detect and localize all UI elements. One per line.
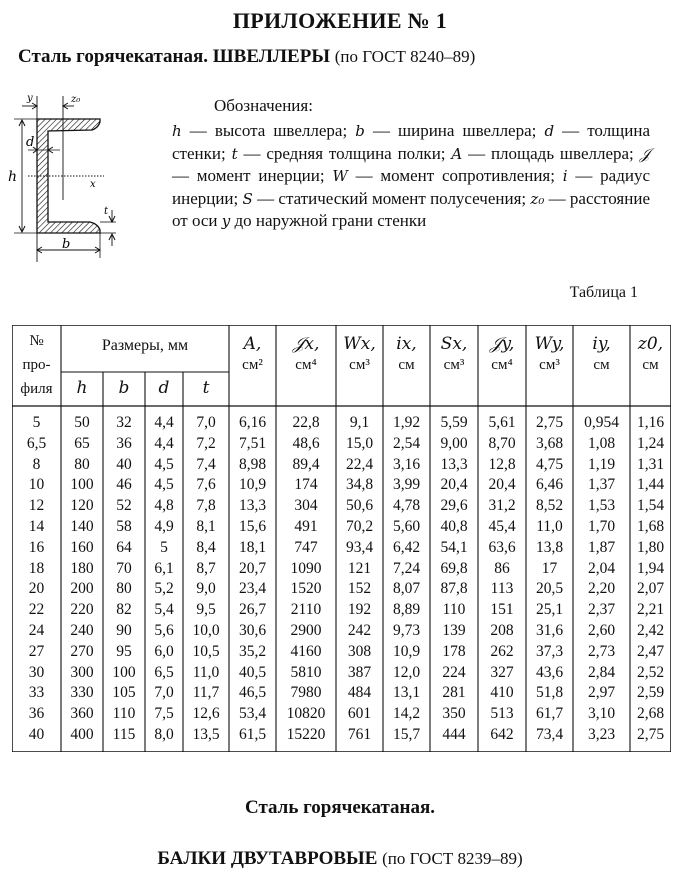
table-cell: 31,6 (535, 622, 564, 639)
table-cell: 2,37 (587, 601, 616, 619)
table-cell: 46 (116, 476, 132, 494)
table-cell: 34,8 (345, 476, 374, 494)
section-standard: (по ГОСТ 8240–89) (334, 47, 476, 66)
table-cell: 2,60 (587, 622, 616, 639)
table-cell: 6,0 (154, 642, 174, 660)
table-cell: 29,6 (440, 497, 468, 515)
header-unit: см⁴ (491, 357, 513, 373)
table-cell: 9,0 (196, 580, 216, 598)
table-cell: 32 (116, 414, 132, 431)
table-cell: 22,4 (345, 455, 374, 473)
legend-text: h — высота швеллера; b — ширина швеллера; d — толщина стенки; t — средняя толщина полки; A — площадь швеллера; 𝒥 — момент инерции; W — момент сопротивления; i — радиус инерции; S — статический момент полусечения; z₀ — расстояние от оси y до наружной грани стенки (172, 121, 651, 230)
table-cell: 51,8 (535, 684, 564, 702)
header-wx (336, 333, 383, 393)
table-cell: 93,4 (345, 538, 374, 556)
table-cell: 20,5 (535, 580, 564, 598)
table-cell: 120 (70, 497, 94, 515)
next-section-title (0, 848, 680, 870)
table-cell: 2,73 (587, 642, 616, 660)
table-cell: 6,1 (154, 559, 174, 577)
table-cell: 1520 (290, 580, 322, 598)
table-cell: 270 (70, 642, 94, 660)
table-cell: 14 (28, 518, 45, 535)
table-cell: 4,5 (154, 455, 174, 473)
table-cell: 4,9 (154, 518, 174, 535)
table-cell: 24 (28, 622, 45, 639)
table-cell: 4160 (290, 642, 322, 660)
table-cell: 281 (442, 684, 466, 702)
table-cell: 4,5 (154, 476, 174, 494)
table-cell: 43,6 (535, 663, 564, 681)
table-cell: 178 (442, 642, 466, 660)
table-cell: 113 (490, 580, 514, 598)
table-cell: 0,954 (584, 414, 619, 431)
table-cell: 2,97 (587, 684, 616, 702)
table-cell: 15,6 (238, 518, 267, 535)
table-cell: 50 (74, 414, 90, 431)
table-cell: 11,0 (192, 663, 220, 681)
table-cell: 15220 (286, 726, 326, 743)
table-cell: 69,8 (440, 559, 468, 577)
table-cell: 5,60 (392, 518, 421, 535)
table-cell: 2,84 (587, 663, 616, 681)
section-name: ШВЕЛЛЕРЫ (212, 46, 330, 67)
table-cell: 10,5 (192, 642, 220, 660)
table-cell: 4,78 (392, 497, 421, 515)
table-cell: 5810 (290, 663, 322, 681)
next-section-name: БАЛКИ ДВУТАВРОВЫЕ (157, 848, 378, 869)
table-cell: 22 (28, 601, 45, 619)
header-symbol: 𝒥y, (489, 334, 515, 354)
table-cell: 48,6 (292, 434, 320, 452)
table-cell: 61,7 (535, 705, 564, 723)
table-cell: 747 (294, 538, 318, 556)
table-cell: 1,87 (587, 538, 616, 556)
table-cell: 80 (116, 580, 132, 598)
table-cell: 1,70 (587, 518, 616, 535)
table-cell: 5,6 (154, 622, 174, 639)
table-cell: 7,0 (154, 684, 174, 702)
table-cell: 400 (70, 726, 94, 743)
table-cell: 2,07 (636, 580, 665, 598)
label-z0: z₀ (71, 94, 81, 105)
section-title (18, 46, 475, 68)
table-cell: 1,68 (636, 518, 665, 535)
table-cell: 1,94 (636, 559, 665, 577)
table-cell: 151 (490, 601, 514, 619)
table-cell: 121 (347, 559, 372, 577)
table-cell: 5,61 (488, 414, 516, 431)
table-cell: 4,4 (154, 434, 174, 452)
header-jx (276, 333, 336, 393)
table-cell: 8,52 (535, 497, 564, 515)
table-cell: 2,59 (636, 684, 665, 702)
table-cell: 64 (116, 538, 132, 556)
table-cell: 4,4 (154, 414, 174, 431)
table-cell: 27 (28, 642, 45, 660)
table-cell: 15,7 (392, 726, 421, 743)
table-cell: 8 (32, 455, 41, 473)
table-cell: 53,4 (238, 705, 267, 723)
label-d: d (26, 135, 35, 150)
table-cell: 208 (490, 622, 514, 639)
table-cell: 1,44 (636, 476, 665, 494)
table-cell: 20,4 (488, 476, 516, 494)
table-cell: 642 (490, 726, 514, 743)
header-symbol: Wx, (343, 334, 376, 354)
table-cell: 1,53 (587, 497, 616, 515)
header-unit: см³ (349, 357, 370, 373)
table-cell: 1090 (290, 559, 322, 577)
table-cell: 10,9 (392, 642, 421, 660)
table-cell: 100 (70, 476, 94, 494)
table-cell: 330 (70, 684, 94, 702)
table-cell: 1,19 (587, 455, 616, 473)
next-section-subtitle: Сталь горячекатаная. (244, 797, 436, 818)
table-cell: 1,37 (587, 476, 616, 494)
appendix-title: ПРИЛОЖЕНИЕ № 1 (232, 8, 448, 33)
label-y: y (27, 93, 33, 104)
header-symbol: Sx, (440, 334, 468, 354)
table-cell: 80 (74, 455, 90, 473)
table-cell: 10820 (286, 705, 326, 723)
table-cell: 61,5 (238, 726, 267, 743)
channel-properties-table (12, 325, 671, 752)
table-cell: 1,16 (636, 414, 665, 431)
table-cell: 89,4 (292, 455, 320, 473)
table-cell: 115 (112, 726, 136, 743)
header-ix (383, 333, 430, 393)
table-cell: 63,6 (488, 538, 516, 556)
table-cell: 2,47 (636, 642, 665, 660)
table-cell: 18,1 (238, 538, 267, 556)
table-cell: 36 (28, 705, 45, 723)
table-cell: 242 (347, 622, 372, 639)
table-cell: 7,8 (196, 497, 216, 515)
table-cell: 327 (490, 663, 514, 681)
table-cell: 4,75 (535, 455, 564, 473)
header-profile-part: про- (22, 357, 51, 373)
table-cell: 40,5 (238, 663, 267, 681)
header-sx (430, 333, 478, 393)
table-cell: 2,52 (636, 663, 665, 681)
table-cell: 10,0 (192, 622, 220, 639)
table-cell: 601 (347, 705, 372, 723)
table-cell: 110 (442, 601, 466, 619)
table-cell: 2,75 (636, 726, 665, 743)
table-cell: 20 (28, 580, 45, 598)
table-cell: 8,07 (392, 580, 421, 598)
label-t: t (104, 206, 109, 217)
table-cell: 1,80 (636, 538, 665, 556)
table-cell: 2,04 (587, 559, 616, 577)
header-dimensions-group: Размеры, мм (101, 337, 189, 354)
table-cell: 58 (116, 518, 132, 535)
table-cell: 16 (28, 538, 45, 556)
table-cell: 5,2 (154, 580, 174, 598)
table-cell: 95 (116, 642, 132, 660)
table-cell: 90 (116, 622, 132, 639)
table-cell: 1,31 (636, 455, 665, 473)
table-cell: 8,98 (238, 455, 267, 473)
table-cell: 6,5 (26, 434, 47, 452)
table-cell: 6,16 (238, 414, 267, 431)
table-cell: 14,2 (392, 705, 421, 723)
header-symbol: ix, (396, 334, 417, 354)
table-cell: 2,42 (636, 622, 665, 639)
table-cell: 7,2 (196, 434, 216, 452)
table-cell: 13,8 (535, 538, 564, 556)
table-cell: 35,2 (238, 642, 267, 660)
table-cell: 13,3 (440, 455, 468, 473)
header-profile-number (12, 329, 61, 406)
table-cell: 3,10 (587, 705, 616, 723)
table-cell: 7,0 (196, 414, 216, 431)
table-cell: 410 (490, 684, 514, 702)
header-unit: см (398, 357, 415, 373)
table-caption: Таблица 1 (569, 284, 638, 301)
table-cell: 100 (112, 663, 136, 681)
header-unit: см (593, 357, 610, 373)
header-z0 (630, 333, 671, 393)
header-symbol: 𝒥x, (292, 334, 320, 354)
header-dim-d: d (158, 378, 170, 398)
table-cell: 1,08 (587, 434, 616, 452)
table-cell: 304 (294, 497, 318, 515)
header-unit: см³ (443, 357, 465, 373)
table-cell: 1,24 (636, 434, 665, 452)
table-cell: 30 (28, 663, 45, 681)
table-cell: 160 (70, 538, 94, 556)
table-cell: 6,46 (535, 476, 564, 494)
table-cell: 110 (112, 705, 136, 723)
table-cell: 7,51 (238, 434, 267, 452)
label-h: h (8, 169, 18, 185)
table-cell: 87,8 (440, 580, 468, 598)
table-cell: 224 (442, 663, 466, 681)
table-cell: 387 (347, 663, 372, 681)
table-cell: 13,5 (192, 726, 220, 743)
table-cell: 174 (294, 476, 318, 494)
table-cell: 8,0 (154, 726, 174, 743)
table-cell: 4,8 (154, 497, 174, 515)
table-cell: 180 (70, 559, 94, 577)
table-cell: 8,7 (196, 559, 216, 577)
table-cell: 8,4 (196, 538, 216, 556)
table-cell: 5 (32, 414, 41, 431)
table-cell: 308 (347, 642, 372, 660)
header-iy (573, 333, 630, 393)
table-cell: 761 (347, 726, 372, 743)
table-cell: 3,99 (392, 476, 421, 494)
table-cell: 13,1 (392, 684, 421, 702)
table-cell: 45,4 (488, 518, 516, 535)
table-cell: 5,4 (154, 601, 174, 619)
header-jy (478, 333, 526, 393)
table-cell: 3,23 (587, 726, 616, 743)
header-dim-t: t (202, 378, 210, 398)
section-prefix: Сталь горячекатаная. (18, 46, 213, 67)
next-section-standard: (по ГОСТ 8239–89) (382, 849, 523, 868)
table-cell: 20,7 (238, 559, 267, 577)
table-cell: 70,2 (345, 518, 374, 535)
table-cell: 31,2 (488, 497, 516, 515)
legend-heading: Обозначения: (214, 96, 313, 115)
header-symbol: z0, (637, 334, 664, 354)
table-cell: 12,6 (192, 705, 220, 723)
table-cell: 40,8 (440, 518, 468, 535)
table-cell: 240 (70, 622, 94, 639)
table-cell: 5 (160, 538, 168, 556)
table-cell: 484 (347, 684, 372, 702)
table-cell: 192 (347, 601, 372, 619)
table-cell: 9,00 (440, 434, 468, 452)
header-unit: см² (242, 357, 263, 373)
table-cell: 18 (28, 559, 45, 577)
table-cell: 12,8 (488, 455, 516, 473)
table-cell: 73,4 (535, 726, 564, 743)
table-cell: 7,6 (196, 476, 216, 494)
table-cell: 105 (112, 684, 136, 702)
table-cell: 22,8 (292, 414, 320, 431)
header-unit: см (642, 357, 659, 373)
channel-section-diagram (0, 88, 140, 268)
table-cell: 2,54 (392, 434, 421, 452)
table-cell: 262 (490, 642, 514, 660)
table-cell: 7,4 (196, 455, 216, 473)
table-cell: 30,6 (238, 622, 267, 639)
header-profile-part: филя (20, 381, 53, 397)
table-cell: 82 (116, 601, 132, 619)
table-cell: 1,54 (636, 497, 665, 515)
table-cell: 11,0 (536, 518, 563, 535)
table-cell: 86 (494, 559, 510, 577)
table-cell: 300 (70, 663, 94, 681)
table-cell: 46,5 (238, 684, 267, 702)
table-cell: 9,1 (349, 414, 370, 431)
table-cell: 26,7 (238, 601, 267, 619)
table-cell: 152 (347, 580, 372, 598)
table-cell: 350 (442, 705, 466, 723)
table-cell: 2,21 (636, 601, 665, 619)
table-cell: 1,92 (392, 414, 421, 431)
header-symbol: A, (243, 334, 262, 354)
table-cell: 360 (70, 705, 94, 723)
table-cell: 10 (28, 476, 45, 494)
label-x: x (90, 179, 96, 190)
table-cell: 7,5 (154, 705, 174, 723)
header-symbol: iy, (592, 334, 611, 354)
table-cell: 40 (28, 726, 45, 743)
table-cell: 3,16 (392, 455, 421, 473)
table-cell: 12 (28, 497, 45, 515)
table-cell: 65 (74, 434, 90, 452)
header-wy (526, 333, 573, 393)
table-cell: 25,1 (535, 601, 564, 619)
table-cell: 444 (442, 726, 466, 743)
table-cell: 23,4 (238, 580, 267, 598)
table-cell: 2,20 (587, 580, 616, 598)
table-cell: 13,3 (238, 497, 267, 515)
table-cell: 12,0 (392, 663, 421, 681)
table-cell: 11,7 (192, 684, 220, 702)
table-cell: 7,24 (392, 559, 421, 577)
table-cell: 8,89 (392, 601, 421, 619)
table-cell: 54,1 (440, 538, 468, 556)
table-cell: 2110 (290, 601, 322, 619)
table-cell: 17 (541, 559, 558, 577)
header-a (229, 333, 276, 393)
table-cell: 3,68 (535, 434, 564, 452)
header-unit: см³ (539, 357, 560, 373)
table-cell: 7980 (290, 684, 322, 702)
table-cell: 200 (70, 580, 94, 598)
table-cell: 6,5 (154, 663, 174, 681)
table-cell: 36 (116, 434, 132, 452)
table-cell: 2,68 (636, 705, 665, 723)
header-unit: см⁴ (295, 357, 317, 373)
table-cell: 15,0 (345, 434, 374, 452)
table-cell: 140 (70, 518, 94, 535)
table-cell: 9,73 (392, 622, 421, 639)
table-cell: 37,3 (535, 642, 564, 660)
table-cell: 491 (294, 518, 318, 535)
table-cell: 70 (116, 559, 132, 577)
table-cell: 10,9 (238, 476, 267, 494)
table-cell: 8,1 (196, 518, 216, 535)
table-cell: 50,6 (345, 497, 374, 515)
table-cell: 139 (442, 622, 466, 639)
table-cell: 5,59 (440, 414, 468, 431)
table-cell: 220 (70, 601, 94, 619)
label-b: b (62, 237, 71, 252)
table-cell: 40 (116, 455, 132, 473)
header-profile-part: № (29, 333, 44, 349)
table-cell: 33 (28, 684, 45, 702)
table-cell: 2,75 (535, 414, 564, 431)
table-cell: 20,4 (440, 476, 468, 494)
table-cell: 52 (116, 497, 132, 515)
table-cell: 9,5 (196, 601, 216, 619)
table-cell: 2900 (290, 622, 322, 639)
table-cell: 6,42 (392, 538, 421, 556)
header-symbol: Wy, (534, 334, 565, 354)
table-cell: 8,70 (488, 434, 516, 452)
header-dim-h: h (76, 378, 88, 398)
table-cell: 513 (490, 705, 514, 723)
header-dim-b: b (118, 378, 130, 398)
